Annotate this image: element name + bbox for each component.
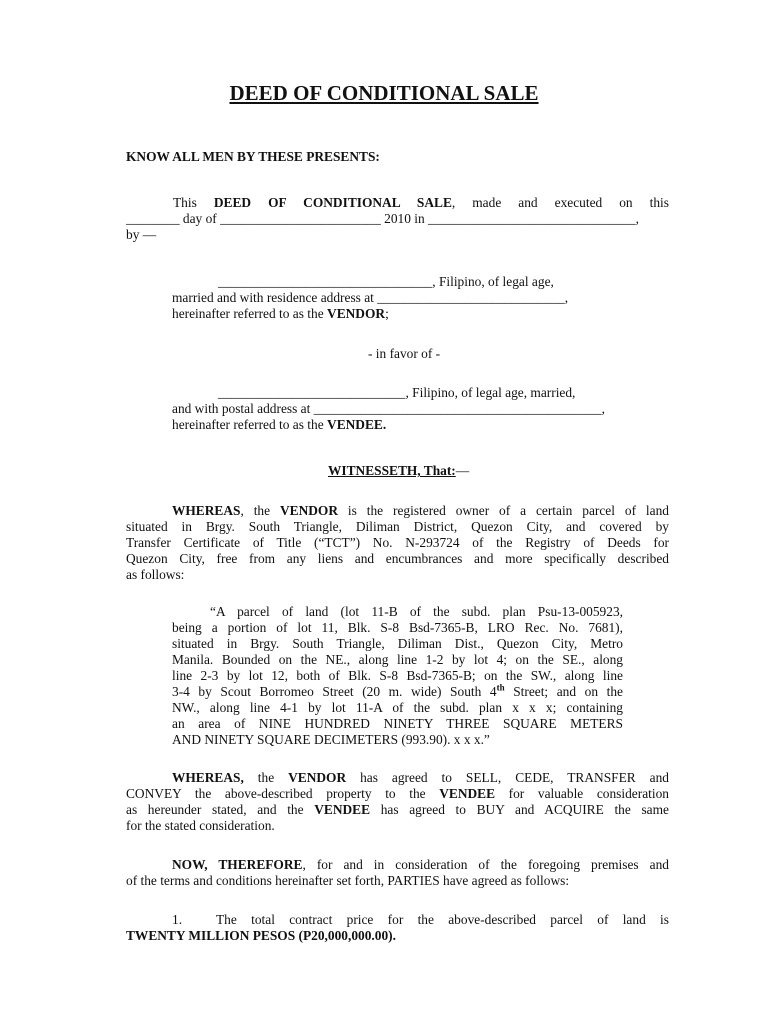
para1-line3: by —: [126, 227, 157, 242]
quote-line5: line 2-3 by lot 12, both of Blk. S-8 Bsd-7365-B; on the SW., along line: [172, 668, 623, 683]
para1-line2: ________ day of ________________________ 2010 in _______________________________,: [126, 211, 639, 226]
vendor-line1: ________________________________, Filipino, of legal age,: [218, 274, 554, 289]
whereas2-line1: WHEREAS, the VENDOR has agreed to SELL, CEDE, TRANSFER and: [172, 770, 669, 785]
vendee-line2: and with postal address at ___________________________________________,: [172, 401, 605, 416]
quote-line3: situated in Brgy. South Triangle, Diliman Dist., Quezon City, Metro: [172, 636, 623, 651]
item1-line2: TWENTY MILLION PESOS (P20,000,000.00).: [126, 928, 396, 943]
document-title: DEED OF CONDITIONAL SALE: [229, 81, 539, 105]
whereas2-line2: CONVEY the above-described property to the VENDEE for valuable consideration: [126, 786, 669, 801]
quote-line9: AND NINETY SQUARE DECIMETERS (993.90). x x x.”: [172, 732, 490, 747]
vendor-line2: married and with residence address at ____________________________,: [172, 290, 569, 305]
quote-line7: NW., along line 4-1 by lot 11-A of the subd. plan x x x; containing: [172, 700, 623, 715]
whereas1-line3: Transfer Certificate of Title (“TCT”) No. N-293724 of the Registry of Deeds for: [126, 535, 669, 550]
vendor-line3: hereinafter referred to as the VENDOR;: [172, 306, 389, 321]
quote-line6: 3-4 by Scout Borromeo Street (20 m. wide) South 4th Street; and on the: [172, 682, 623, 699]
quote-line1: “A parcel of land (lot 11-B of the subd. plan Psu-13-005923,: [210, 604, 623, 619]
witnesseth-heading: WITNESSETH, That:—: [328, 463, 470, 478]
whereas1-line4: Quezon City, free from any liens and encumbrances and more specifically described: [126, 551, 669, 566]
whereas2-line4: for the stated consideration.: [126, 818, 275, 833]
now-therefore-line1: NOW, THEREFORE, for and in consideration of the foregoing premises and: [172, 857, 669, 872]
item1-number: 1.: [172, 912, 183, 927]
vendee-line3: hereinafter referred to as the VENDEE.: [172, 417, 387, 432]
para1-line1: This DEED OF CONDITIONAL SALE, made and executed on this: [173, 195, 669, 210]
now-therefore-line2: of the terms and conditions hereinafter set forth, PARTIES have agreed as follows:: [126, 873, 570, 888]
item1-line1: The total contract price for the above-described parcel of land is: [216, 912, 669, 927]
whereas1-line2: situated in Brgy. South Triangle, Diliman District, Quezon City, and covered by: [126, 519, 669, 534]
whereas1-line1: WHEREAS, the VENDOR is the registered owner of a certain parcel of land: [172, 503, 669, 518]
intro-heading: KNOW ALL MEN BY THESE PRESENTS:: [126, 149, 380, 164]
vendee-line1: ____________________________, Filipino, of legal age, married,: [218, 385, 576, 400]
quote-line8: an area of NINE HUNDRED NINETY THREE SQUARE METERS: [172, 716, 623, 731]
in-favor-of: - in favor of -: [368, 346, 441, 361]
whereas1-line5: as follows:: [126, 567, 185, 582]
whereas2-line3: as hereunder stated, and the VENDEE has agreed to BUY and ACQUIRE the same: [126, 802, 669, 817]
quote-line2: being a portion of lot 11, Blk. S-8 Bsd-7365-B, LRO Rec. No. 7681),: [172, 620, 623, 635]
quote-line4: Manila. Bounded on the NE., along line 1-2 by lot 4; on the SE., along: [172, 652, 623, 667]
